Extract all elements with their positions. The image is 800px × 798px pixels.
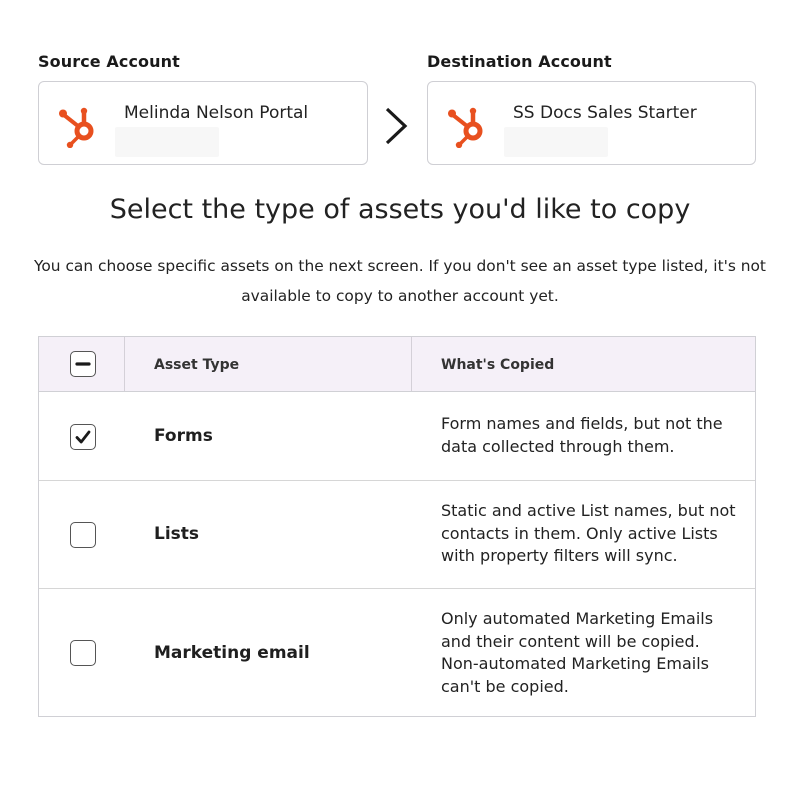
source-account-id-redacted [115, 127, 219, 157]
lists-checkbox[interactable] [70, 522, 96, 548]
whats-copied-text: Static and active List names, but not contacts in them. Only active Lists with property filters will sync. [441, 501, 736, 565]
table-header [39, 337, 755, 392]
table-row [39, 589, 755, 716]
hubspot-sprocket-icon [444, 100, 486, 148]
destination-account-name: SS Docs Sales Starter [513, 103, 697, 123]
header-whats-copied: What's Copied [441, 357, 555, 373]
marketing-email-checkbox[interactable] [70, 640, 96, 666]
source-account-card [38, 81, 368, 165]
page-description: You can choose specific assets on the next screen. If you don't see an asset type listed, it's not available to copy to another account yet. [34, 257, 766, 305]
forms-checkbox[interactable] [70, 424, 96, 450]
page-title: Select the type of assets you'd like to copy [109, 194, 691, 225]
asset-type-name: Lists [154, 524, 200, 544]
asset-type-table [38, 336, 756, 717]
select-all-checkbox[interactable] [70, 351, 96, 377]
header-divider [411, 337, 412, 391]
indeterminate-icon [74, 355, 92, 373]
chevron-right-icon [381, 106, 411, 146]
asset-type-name: Marketing email [154, 643, 310, 663]
whats-copied-text: Form names and fields, but not the data collected through them. [441, 414, 723, 456]
hubspot-sprocket-icon [55, 100, 97, 148]
header-asset-type: Asset Type [154, 357, 240, 373]
source-account-label: Source Account [38, 52, 180, 71]
table-row [39, 392, 755, 481]
destination-account-label: Destination Account [427, 52, 612, 71]
whats-copied-text: Only automated Marketing Emails and their content will be copied. Non-automated Marketing Emails can't be copied. [441, 609, 714, 696]
asset-type-name: Forms [154, 426, 213, 446]
table-row [39, 481, 755, 589]
destination-account-card [427, 81, 756, 165]
source-account-name: Melinda Nelson Portal [124, 103, 309, 123]
destination-account-id-redacted [504, 127, 608, 157]
header-divider [124, 337, 125, 391]
checkmark-icon [74, 428, 92, 446]
